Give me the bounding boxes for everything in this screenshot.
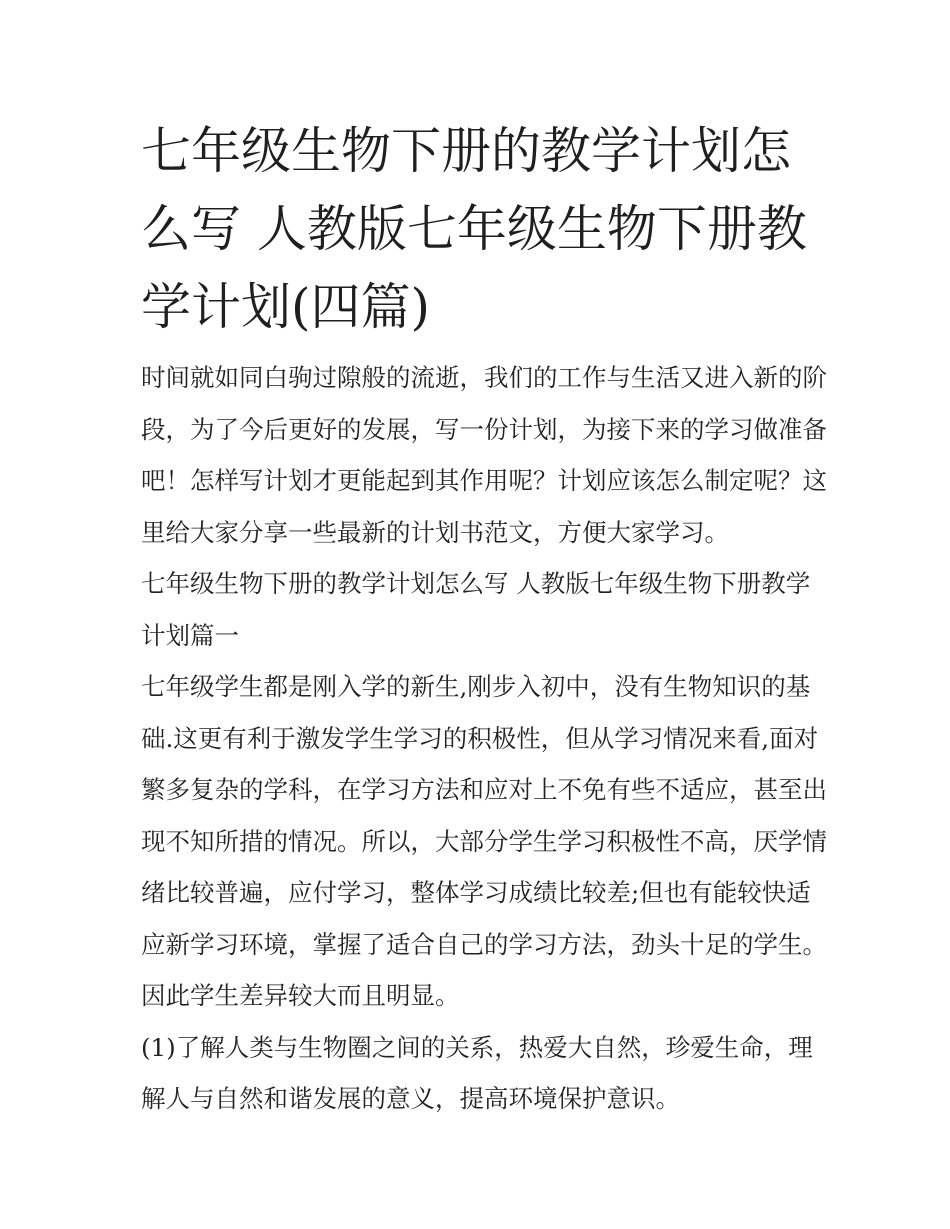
section-heading: 七年级生物下册的教学计划怎么写 人教版七年级生物下册教学计划篇一 bbox=[141, 569, 811, 650]
intro-paragraph: 时间就如同白驹过隙般的流逝，我们的工作与生活又进入新的阶段，为了今后更好的发展，写一份计划，为接下来的学习做准备吧！怎样写计划才更能起到其作用呢？计划应该怎么制定呢？这里给大家分享一些最新的计划书范文，方便大家学习。 bbox=[141, 363, 827, 547]
document-body bbox=[141, 352, 831, 1125]
objective-paragraph: (1)了解人类与生物圈之间的关系，热爱大自然，珍爱生命，理解人与自然和谐发展的意义，提高环境保护意识。 bbox=[141, 1032, 813, 1113]
student-analysis-paragraph: 七年级学生都是刚入学的新生,刚步入初中，没有生物知识的基础.这更有利于激发学生学习的积极性，但从学习情况来看,面对繁多复杂的学科，在学习方法和应对上不免有些不适应，甚至出现不知所措的情况。所以，大部分学生学习积极性不高，厌学情绪比较普遍，应付学习，整体学习成绩比较差;但也有能较快适应新学习环境，掌握了适合自己的学习方法，劲头十足的学生。因此学生差异较大而且明显。 bbox=[141, 672, 827, 1010]
document-title: 七年级生物下册的教学计划怎么写 人教版七年级生物下册教学计划(四篇) bbox=[141, 122, 807, 336]
